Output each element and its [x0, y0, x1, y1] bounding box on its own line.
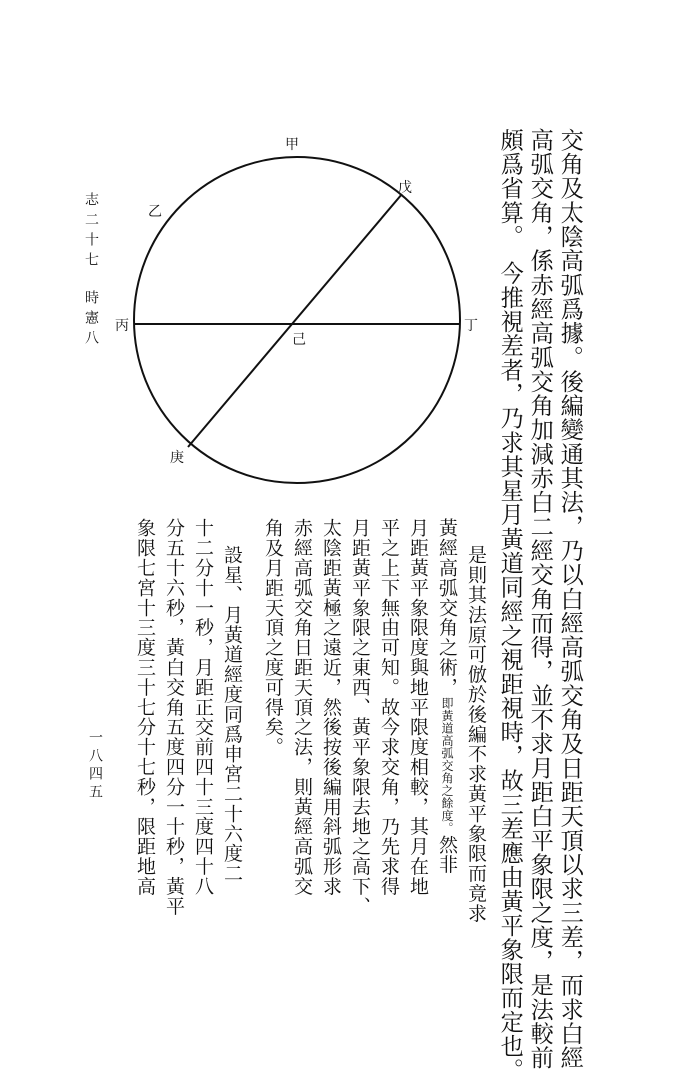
label-ding: 丁: [464, 318, 478, 334]
horizon-circle: [134, 157, 460, 483]
label-bing: 丙: [115, 318, 129, 334]
commentary-text: 月距黃平象限度與地平限度相較，其月在地: [407, 518, 429, 897]
commentary-column-4: [379, 518, 398, 896]
commentary-note: 即黃道高弧交角之餘度。: [440, 697, 454, 835]
main-text-column-2: 高弧交角，係赤經高弧交角加減赤白二經交角而得，並不求月距白平象限之度，是法較前: [526, 128, 554, 1070]
margin-section-title: 時憲八: [83, 290, 99, 350]
commentary-column-6: [321, 518, 340, 896]
commentary-column-5: [350, 518, 369, 916]
commentary-column-8: [263, 518, 282, 757]
oblique-diameter: [188, 194, 402, 447]
page-number: 一八四五: [87, 730, 103, 802]
commentary-text: 角及月距天頂之度可得矣。: [262, 518, 284, 757]
commentary-column-7: [292, 518, 311, 896]
commentary-text: 黃經高弧交角之術，: [436, 518, 458, 698]
label-jia: 甲: [285, 137, 299, 153]
label-geng: 庚: [170, 450, 184, 466]
label-yi: 乙: [148, 204, 162, 220]
commentary-text: 赤經高弧交角日距天頂之法，則黃經高弧交: [291, 518, 313, 897]
commentary-text: 太陰距黃極之遠近，然後按後編用斜弧形求: [320, 518, 342, 897]
main-text-column-1: 交角及太陰高弧爲據。後編變通其法，乃以白經高弧交角及日距天頂以求三差，而求白經: [556, 128, 584, 1070]
main-text-column-3: 頗爲省算。 今推視差者，乃求其星月黃道同經之視距視時，故三差應由黃平象限而定也。: [496, 128, 524, 1082]
commentary-text: 月距黃平象限之東西、黃平象限去地之高下、: [349, 518, 371, 916]
example-column-4: 象限七宮十三度三十七分十七秒，限距地高: [134, 518, 156, 897]
commentary-column-1: [466, 545, 485, 923]
example-column-3: 分五十六秒，黃白交角五度四分一十秒，黃平: [163, 518, 185, 916]
label-ji: 己: [292, 332, 306, 348]
example-column-2: 十二分十一秒，月距正交前四十三度四十八: [192, 518, 214, 897]
example-column-1: 設星、月黃道經度同爲申宮二十六度二: [221, 545, 243, 884]
commentary-text: 然非: [436, 834, 458, 875]
label-wu: 戊: [398, 180, 412, 196]
commentary-text: 是則其法原可倣於後編不求黃平象限而竟求: [465, 545, 487, 924]
commentary-column-2: [437, 518, 456, 874]
commentary-column-3: [408, 518, 427, 896]
margin-volume-title: 志二十七: [83, 192, 99, 272]
commentary-text: 平之上下無由可知。故今求交角，乃先求得: [378, 518, 400, 897]
